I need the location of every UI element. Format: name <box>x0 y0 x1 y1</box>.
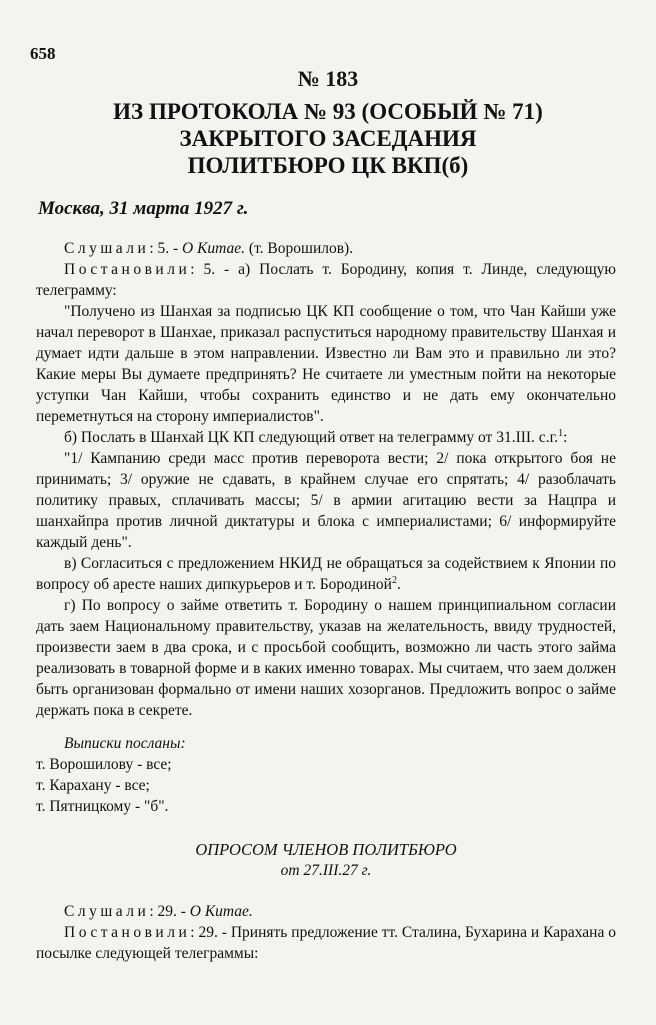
item2-resolved: Постановили: 29. - Принять предложение тт. Сталина, Бухарина и Карахана о посылке следующей телеграммы: <box>36 924 616 962</box>
distribution-heading: Выписки посланы: <box>64 735 186 752</box>
heard-topic: О Китае. <box>182 240 246 257</box>
page-number: 658 <box>30 44 56 63</box>
telegram-text: "Получено из Шанхая за подписью ЦК КП сообщение о том, что Чан Кайши уже начал переворот в Шанхае, приказал распуститься народному правительству Шанхая и думает идти дальше в этом направлении. Известно ли Вам это и правильно ли это? Какие меры Вы думаете предпринять? Не считаете ли уместным пойти на некоторые уступки Чан Кайши, чтобы сохранить единство и не дать ему окончательно переметнуться на сторону империалистов". <box>36 303 616 425</box>
poll-heading: ОПРОСОМ ЧЛЕНОВ ПОЛИТБЮРО <box>195 840 457 859</box>
heard-label: Слушали <box>64 240 150 257</box>
item1-g: г) По вопросу о займе ответить т. Бородину о нашем принципиальном согласии дать заем Национальному правительству, указав на желательность, ввиду трудностей, произвести заем в два срока, и с просьбой сообщить, возможно ли часть этого займа реализовать в товарной форме и в каких именно товарах. Мы считаем, что заем должен быть организован формально от имени наших хозорганов. Предложить вопрос о займе держать пока в секрете. <box>36 597 616 719</box>
document-number: № 183 <box>297 66 359 91</box>
item1-v: в) Согласиться с предложением НКИД не обращаться за содействием к Японии по вопросу об аресте наших дипкурьеров и т. Бородиной$^2$. <box>36 555 616 593</box>
footnote-ref-2: 2 <box>391 574 397 586</box>
reply-text: "1/ Кампанию среди масс против переворота вести; 2/ пока открытого боя не принимать; 3/ оружие не сдавать, в крайнем случае его спрятать; 4/ разоблачать политику правых, сплачивать массы; 5/ в армии агитацию вести за Нацпра и шанхайпра против личной диктатуры и блока с империалистами; 6/ информируйте каждый день". <box>36 450 616 551</box>
resolved-label: Постановили <box>64 261 191 278</box>
item1-resolved: Постановили: 5. - а) Послать т. Бородину, копия т. Линде, следующую телеграмму: <box>36 261 616 299</box>
footnote-ref-1: 1 <box>558 427 564 439</box>
distribution-line: т. Карахану - все; <box>36 777 150 794</box>
item1-b: б) Послать в Шанхай ЦК КП следующий ответ на телеграмму от 31.III. с.г.$^1$: <box>64 427 568 446</box>
title-line-2: ЗАКРЫТОГО ЗАСЕДАНИЯ <box>179 126 477 151</box>
document-title <box>40 98 616 179</box>
resolved-label: Постановили <box>64 924 191 941</box>
title-line-1: ИЗ ПРОТОКОЛА № 93 (ОСОБЫЙ № 71) <box>113 99 543 124</box>
heard-label: Слушали <box>64 903 150 920</box>
poll-date: от 27.III.27 г. <box>280 862 372 879</box>
document-body <box>36 238 616 964</box>
title-line-3: ПОЛИТБЮРО ЦК ВКП(б) <box>187 153 469 178</box>
item1-heard: Слушали: 5. - О Китае. (т. Ворошилов). <box>64 240 354 257</box>
item2-heard: Слушали: 29. - О Китае. <box>64 903 253 920</box>
place-date: Москва, 31 марта 1927 г. <box>38 198 249 219</box>
heard-topic: О Китае. <box>189 903 253 920</box>
distribution-line: т. Ворошилову - все; <box>36 756 172 773</box>
distribution-line: т. Пятницкому - "б". <box>36 798 169 815</box>
